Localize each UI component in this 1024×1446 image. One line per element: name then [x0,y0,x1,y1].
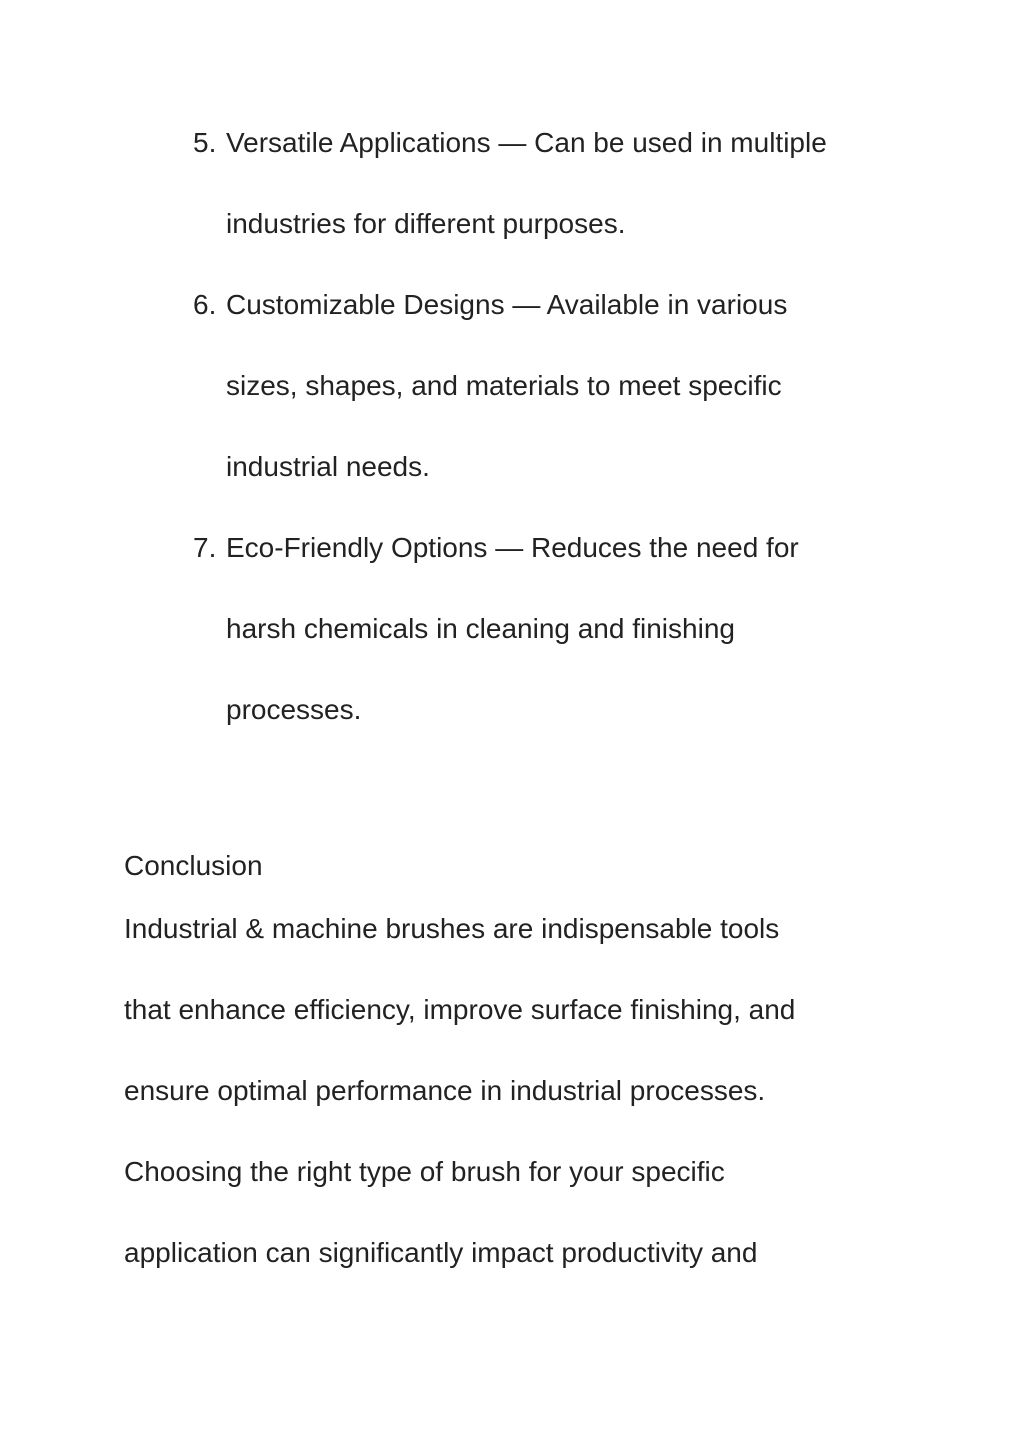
conclusion-line: Choosing the right type of brush for your specific [124,1156,725,1187]
list-item-line: processes. [226,694,362,725]
list-item-line: Eco-Friendly Options — Reduces the need for [226,532,799,563]
list-item-line: industries for different purposes. [226,208,626,239]
conclusion-line: that enhance efficiency, improve surface finishing, and [124,994,796,1025]
conclusion-line: application can significantly impact productivity and [124,1237,758,1268]
list-item-number: 5. [193,127,217,158]
conclusion-line: ensure optimal performance in industrial processes. [124,1075,766,1106]
list-item-number: 6. [193,289,217,320]
list-item-line: Customizable Designs — Available in various [226,289,788,320]
list-item-line: harsh chemicals in cleaning and finishing [226,613,735,644]
conclusion-line: Industrial & machine brushes are indispensable tools [124,913,780,944]
list-item-number: 7. [193,532,217,563]
list-item-customizable-designs [193,264,913,507]
list-item-line: sizes, shapes, and materials to meet specific [226,370,782,401]
list-item-line: Versatile Applications — Can be used in multiple [226,127,827,158]
conclusion-paragraph [124,888,924,1293]
conclusion-heading: Conclusion [124,850,263,881]
list-item-line: industrial needs. [226,451,430,482]
benefits-list [193,102,913,750]
list-item-eco-friendly-options [193,507,913,750]
list-item-versatile-applications [193,102,913,264]
